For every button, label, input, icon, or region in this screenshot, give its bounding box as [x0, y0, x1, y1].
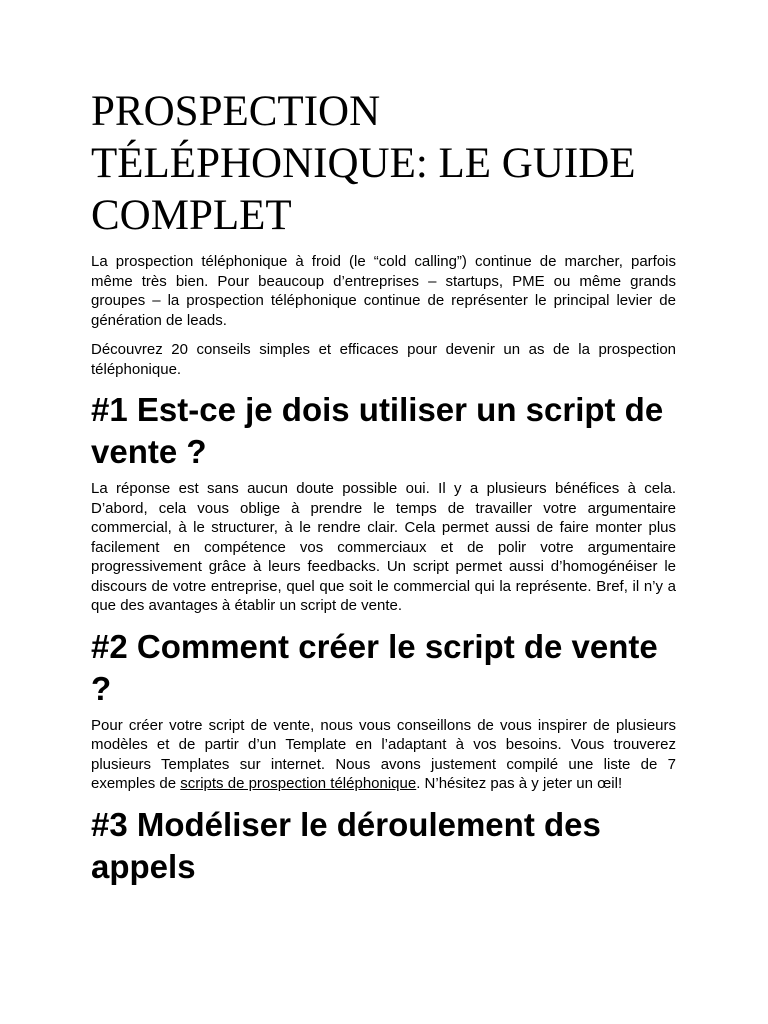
section-heading: #3 Modéliser le déroulement des appels — [91, 805, 601, 885]
intro-paragraph-1: La prospection téléphonique à froid (le “cold calling”) continue de marcher, parfois même très bien. Pour beaucoup d’entreprises – startups, PME ou même grands groupes – la prospection téléphonique continue de représenter le principal levier de génération de leads. — [91, 253, 676, 329]
section-3 — [91, 804, 676, 888]
body-text-before-link: Pour créer votre script de vente, nous vous conseillons de vous inspirer de plusieurs modèles et de partir d’un Template en l’adaptant à vos besoins. Vous trouverez plusieurs Templates sur internet. Nous avons justement compilé une liste de 7 exemples de — [91, 716, 676, 792]
section-heading: #2 Comment créer le script de vente ? — [91, 627, 658, 707]
section-1 — [91, 389, 676, 616]
body-text-after-link: . N’hésitez pas à y jeter un œil! — [416, 775, 623, 792]
section-2 — [91, 626, 676, 794]
scripts-prospection-link[interactable]: scripts de prospection téléphonique — [180, 775, 417, 792]
document-page — [91, 86, 676, 894]
section-heading: #1 Est-ce je dois utiliser un script de vente ? — [91, 391, 664, 470]
document-title: PROSPECTION TÉLÉPHONIQUE: LE GUIDE COMPLET — [91, 88, 636, 239]
section-body: La réponse est sans aucun doute possible oui. Il y a plusieurs bénéfices à cela. D’abord, cela vous oblige à prendre le temps de travailler votre argumentaire commercial, à le structurer, à le rendre clair. Cela permet aussi de faire monter plus facilement en compétence vos commerciaux et de polir votre argumentaire progressivement grâce à leurs feedbacks. Un script permet aussi d’homogénéiser le discours de votre entreprise, quel que soit le commercial qui la représente. Bref, il n’y a que des avantages à établir un script de vente. — [91, 480, 676, 614]
intro-paragraph-2: Découvrez 20 conseils simples et efficaces pour devenir un as de la prospection téléphonique. — [91, 341, 676, 378]
section-body — [91, 716, 676, 794]
